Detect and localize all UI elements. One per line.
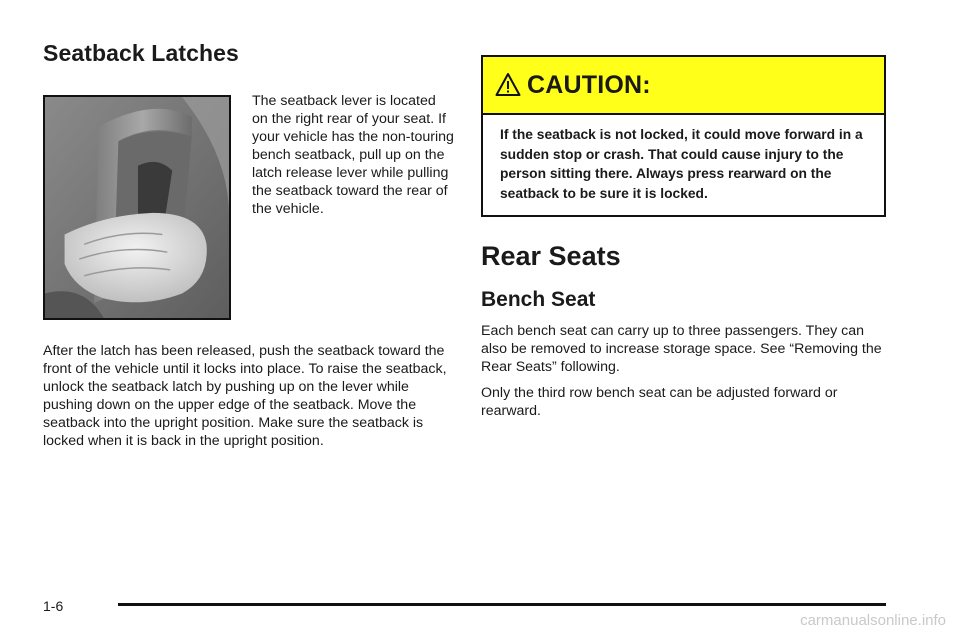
watermark-text: carmanualsonline.info — [800, 612, 946, 629]
caution-box — [481, 55, 886, 217]
warning-triangle-icon — [495, 72, 521, 98]
caution-title: CAUTION: — [527, 70, 651, 99]
bench-seat-subheading: Bench Seat — [481, 288, 596, 311]
latch-instructions: After the latch has been released, push the seatback toward the front of the vehicle until it locks into place. To raise the seatback, unlock the seatback latch by pushing up on the lever while pushing down on the upper edge of the seatback. Move the seatback into the upright position. Make sure the seatback is locked when it is back in the upright position. — [43, 343, 447, 449]
bench-seat-paragraph: Each bench seat can carry up to three passengers. They can also be removed to increase storage space. See “Removing the Rear Seats” following. — [481, 323, 882, 375]
caution-text: If the seatback is not locked, it could move forward in a sudden stop or crash. That could cause injury to the person sitting there. Always press rearward on the seatback to be sure it is locked. — [500, 127, 863, 201]
section-heading: Seatback Latches — [43, 40, 239, 66]
seatback-lever-photo — [43, 95, 231, 320]
rear-seats-heading: Rear Seats — [481, 241, 621, 271]
third-row-paragraph: Only the third row bench seat can be adjusted forward or rearward. — [481, 385, 838, 419]
left-column — [43, 40, 454, 449]
page-number: 1-6 — [43, 598, 64, 614]
lever-description: The seatback lever is located on the right rear of your seat. If your vehicle has the non-touring bench seatback, pull up on the latch release lever while pulling the seatback toward the rear of the vehicle. — [252, 93, 454, 217]
footer-divider — [118, 603, 886, 606]
right-column — [481, 55, 886, 420]
caution-header — [483, 57, 884, 115]
